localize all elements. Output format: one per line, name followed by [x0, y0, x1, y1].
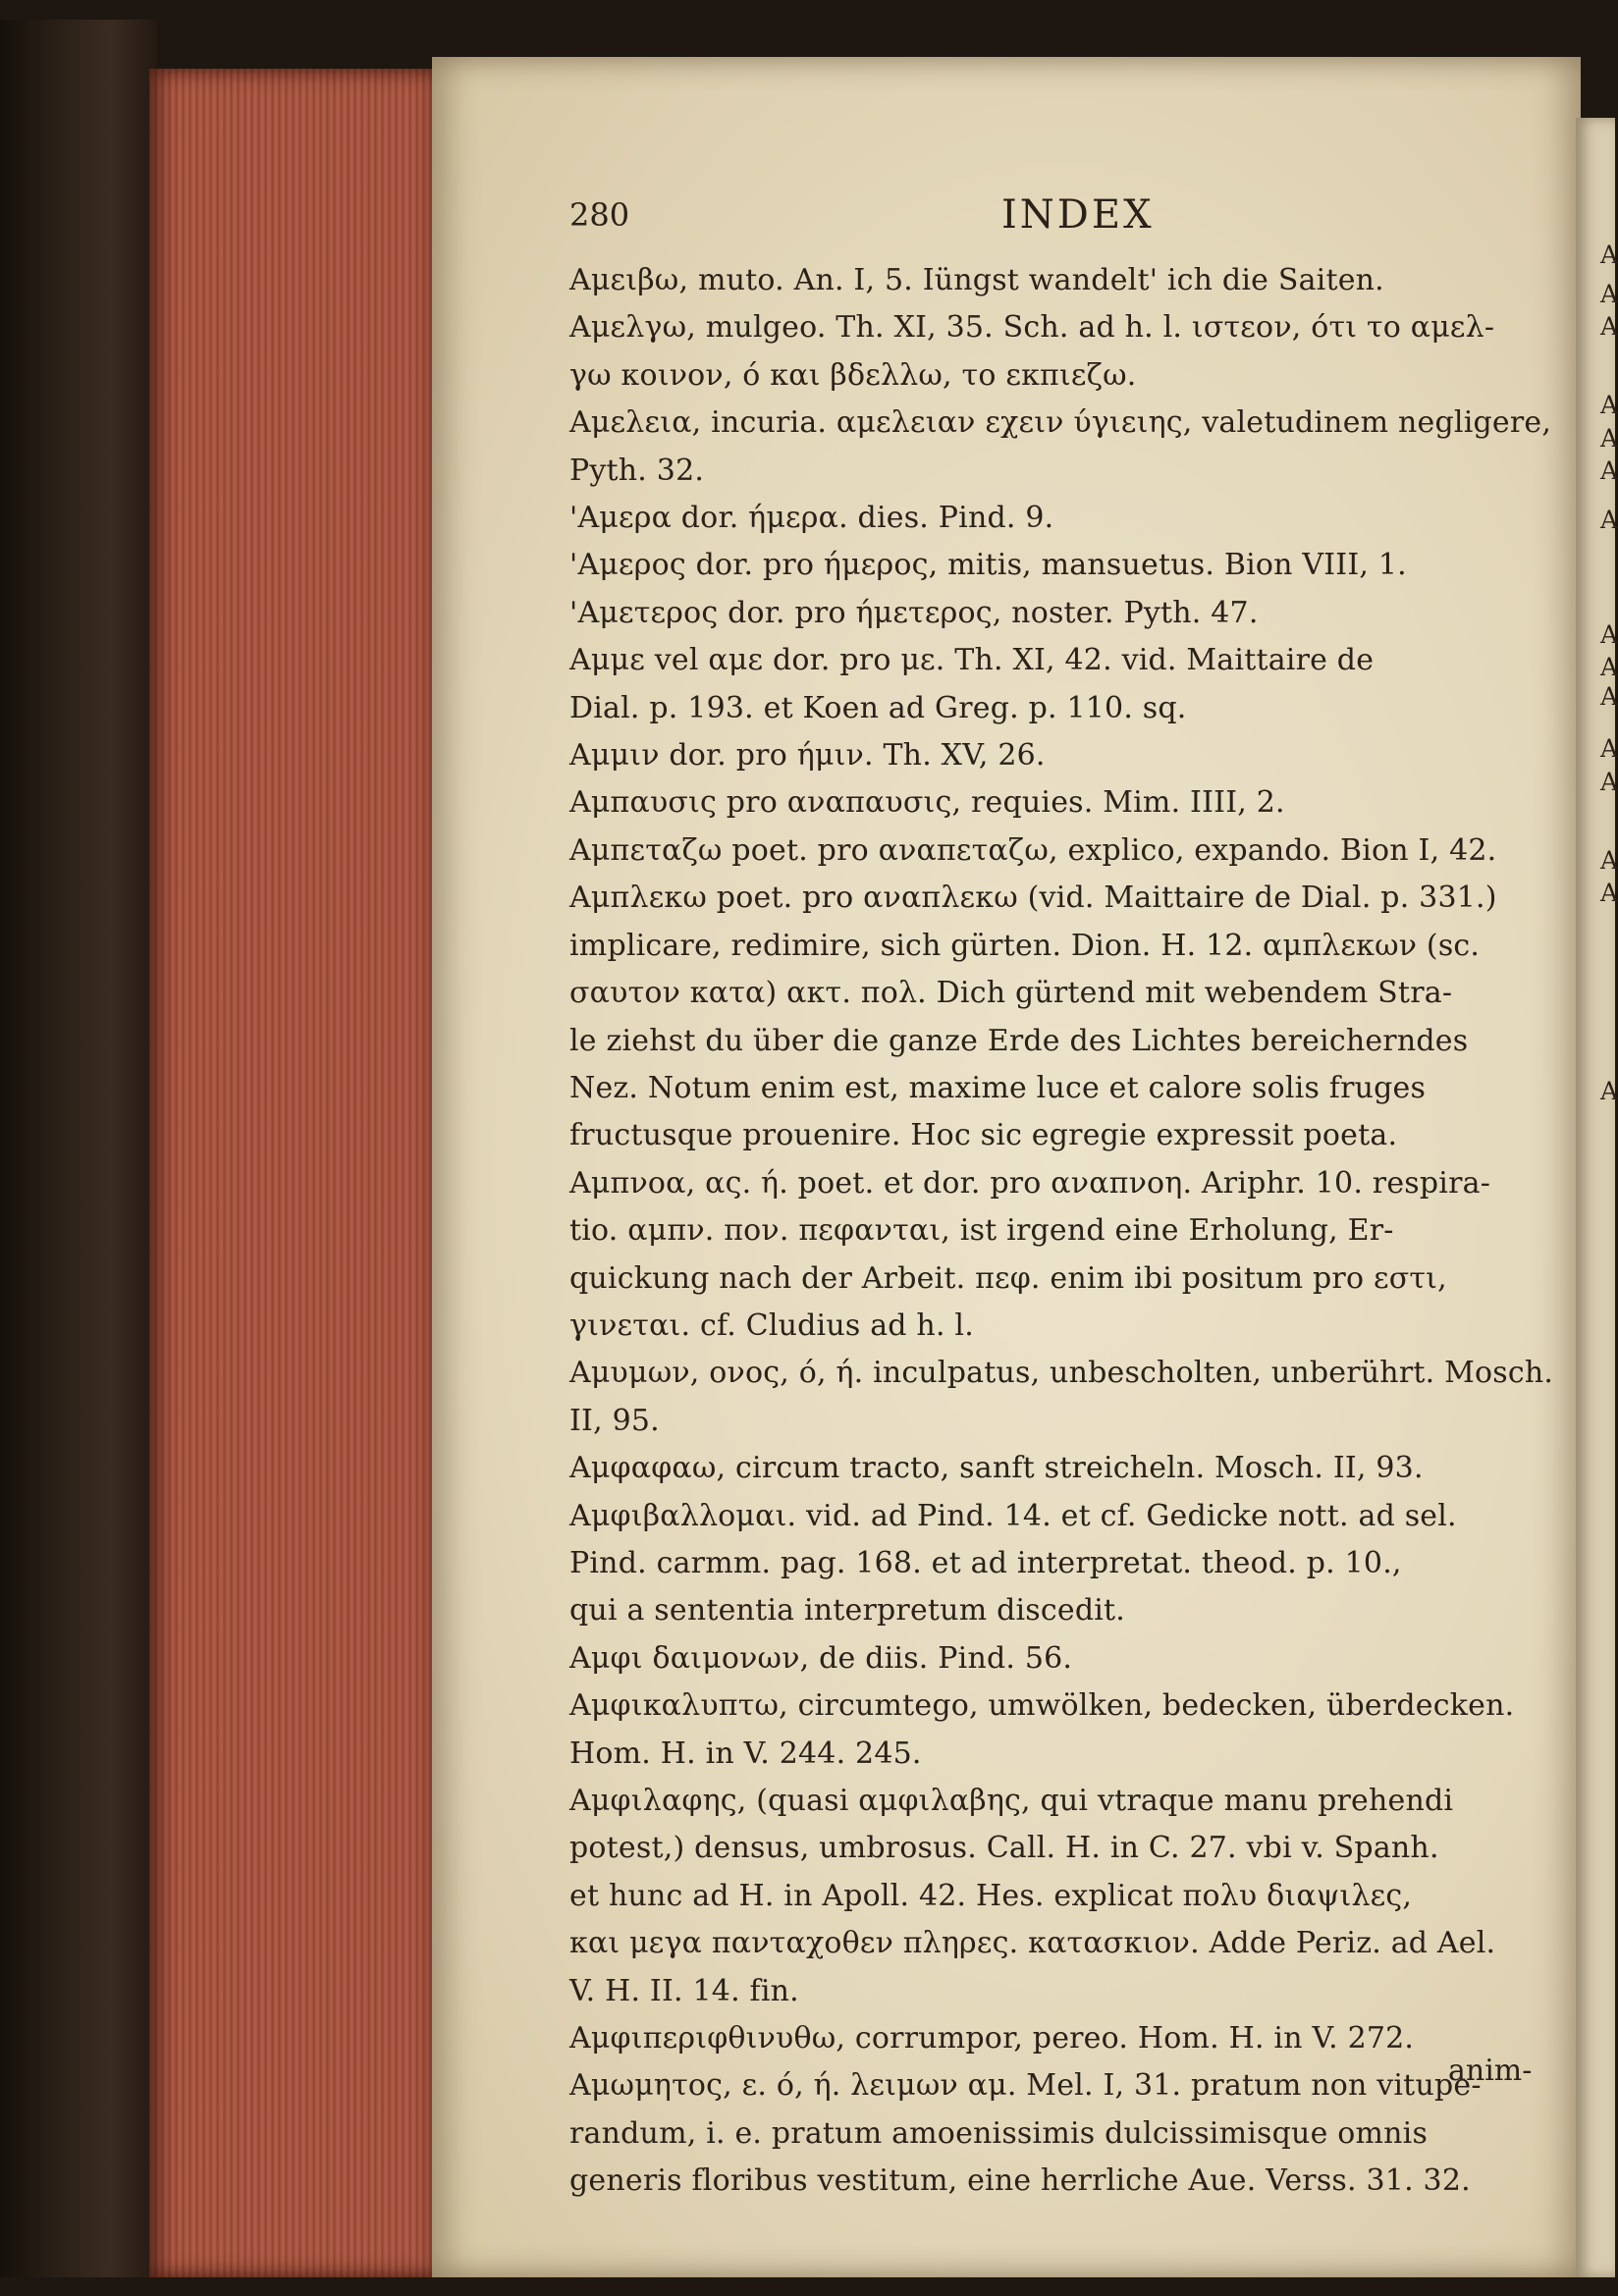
index-entry [569, 257, 1571, 304]
entry-line: Αμπεταζω poet. pro αναπεταζω, explico, expando. Bion I, 42. [569, 832, 1497, 868]
entry-line: Αμπνοα, ας. ή. poet. et dor. pro αναπνοη. Ariphr. 10. respira- [569, 1165, 1491, 1201]
entry-line: implicare, redimire, sich gürten. Dion. H. 12. αμπλεκων (sc. [569, 928, 1481, 963]
facing-page-letter: A [1600, 620, 1618, 649]
facing-page-letter: A [1600, 653, 1618, 681]
facing-page-letter: A [1600, 456, 1618, 485]
book-cover-edge [0, 20, 157, 2277]
facing-page-letters [1600, 0, 1618, 2296]
page-block-edge [149, 69, 444, 2277]
entry-line: Hom. H. in V. 244. 245. [569, 1735, 922, 1771]
index-entry [569, 1160, 1571, 1351]
facing-page-letter: A [1600, 280, 1618, 308]
index-entries [569, 257, 1571, 2206]
entry-line: generis floribus vestitum, eine herrliche Aue. Verss. 31. 32. [569, 2163, 1471, 2199]
entry-line: potest,) densus, umbrosus. Call. H. in C. 27. vbi v. Spanh. [569, 1831, 1439, 1866]
facing-page-letter: A [1600, 424, 1618, 453]
entry-line: et hunc ad H. in Apoll. 42. Hes. explicat πολυ διαψιλες, [569, 1878, 1413, 1913]
index-entry [569, 2062, 1571, 2205]
entry-line: II, 95. [569, 1403, 660, 1438]
entry-line: le ziehst du über die ganze Erde des Lichtes bereicherndes [569, 1023, 1469, 1058]
entry-line: 'Αμερος dor. pro ήμερος, mitis, mansuetus. Bion VIII, 1. [569, 548, 1407, 583]
entry-line: tio. αμπν. πον. πεφανται, ist irgend eine Erholung, Er- [569, 1213, 1394, 1249]
entry-line: Dial. p. 193. et Koen ad Greg. p. 110. sq. [569, 690, 1187, 725]
index-entry [569, 1778, 1571, 2015]
entry-line: γινεται. cf. Cludius ad h. l. [569, 1308, 974, 1343]
index-entry [569, 400, 1571, 495]
entry-line: Αμπλεκω poet. pro αναπλεκω (vid. Maittaire de Dial. p. 331.) [569, 881, 1497, 916]
entry-line: και μεγα πανταχοθεν πληρες. κατασκιον. Adde Periz. ad Ael. [569, 1926, 1496, 1961]
entry-line: Αμελεια, incuria. αμελειαν εχειν ύγιειης, valetudinem negligere, [569, 405, 1552, 441]
entry-line: Αμφι δαιμονων, de diis. Pind. 56. [569, 1640, 1073, 1676]
entry-line: Αμφιλαφης, (quasi αμφιλαβης, qui vtraque manu prehendi [569, 1784, 1454, 1818]
catchword: anim- [1448, 2054, 1533, 2088]
entry-line: V. H. II. 14. fin. [569, 1973, 799, 2008]
entry-line: Pyth. 32. [569, 453, 705, 488]
facing-page-letter: A [1600, 682, 1618, 711]
entry-line: Pind. carmm. pag. 168. et ad interpretat. theod. p. 10., [569, 1545, 1402, 1580]
facing-page-letter: A [1600, 879, 1618, 907]
index-entry [569, 2015, 1571, 2062]
entry-line: 'Αμερα dor. ήμερα. dies. Pind. 9. [569, 501, 1054, 536]
entry-line: quickung nach der Arbeit. πεφ. enim ibi positum pro εστι, [569, 1260, 1447, 1296]
index-entry [569, 1635, 1571, 1682]
index-entry [569, 779, 1571, 827]
entry-line: γω κοινον, ό και βδελλω, το εκπιεζω. [569, 357, 1137, 393]
index-entry [569, 495, 1571, 542]
entry-line: Αμμιν dor. pro ήμιν. Th. XV, 26. [569, 738, 1046, 774]
index-entry [569, 828, 1571, 875]
entry-line: Αμφιβαλλομαι. vid. ad Pind. 14. et cf. Gedicke nott. ad sel. [569, 1498, 1457, 1533]
index-entry [569, 1445, 1571, 1492]
page-number: 280 [569, 196, 630, 234]
entry-line: σαυτον κατα) ακτ. πολ. Dich gürtend mit webendem Stra- [569, 976, 1453, 1011]
index-entry [569, 590, 1571, 637]
index-entry [569, 1682, 1571, 1778]
running-head [569, 192, 1551, 245]
index-entry [569, 875, 1571, 1159]
index-entry [569, 1493, 1571, 1635]
index-entry [569, 637, 1571, 732]
facing-page-letter: A [1600, 391, 1618, 419]
index-entry [569, 1350, 1571, 1445]
facing-page-letter: A [1600, 768, 1618, 796]
entry-line: Αμελγω, mulgeo. Th. XI, 35. Sch. ad h. l. ιστεον, ότι το αμελ- [569, 310, 1495, 346]
entry-line: Αμειβω, muto. An. I, 5. Iüngst wandelt' ich die Saiten. [569, 263, 1384, 297]
entry-line: fructusque prouenire. Hoc sic egregie expressit poeta. [569, 1118, 1398, 1153]
entry-line: 'Αμετερος dor. pro ήμετερος, noster. Pyth. 47. [569, 595, 1259, 630]
index-entry [569, 304, 1571, 400]
entry-line: Αμμε vel αμε dor. pro με. Th. XI, 42. vid. Maittaire de [569, 643, 1375, 678]
facing-page-letter: A [1600, 1077, 1618, 1105]
facing-page-letter: A [1600, 846, 1618, 875]
entry-line: qui a sententia interpretum discedit. [569, 1593, 1126, 1629]
index-entry [569, 542, 1571, 589]
entry-line: Αμωμητος, ε. ό, ή. λειμων αμ. Mel. I, 31. pratum non vitupe- [569, 2068, 1482, 2104]
facing-page-letter: A [1600, 506, 1618, 534]
facing-page-letter: A [1600, 240, 1618, 269]
facing-page-letter: A [1600, 734, 1618, 763]
entry-line: Αμυμων, ονος, ό, ή. inculpatus, unbescholten, unberührt. Mosch. [569, 1356, 1554, 1391]
entry-line: Αμπαυσις pro αναπαυσις, requies. Mim. IIII, 2. [569, 785, 1285, 821]
index-entry [569, 732, 1571, 779]
entry-line: Αμφαφαω, circum tracto, sanft streicheln. Mosch. II, 93. [569, 1451, 1424, 1486]
entry-line: Αμφιπεριφθινυθω, corrumpor, pereo. Hom. H. in V. 272. [569, 2021, 1415, 2056]
entry-line: randum, i. e. pratum amoenissimis dulcissimisque omnis [569, 2115, 1429, 2151]
facing-page-letter: A [1600, 312, 1618, 341]
entry-line: Nez. Notum enim est, maxime luce et calore solis fruges [569, 1070, 1427, 1105]
entry-line: Αμφικαλυπτω, circumtego, umwölken, bedecken, überdecken. [569, 1688, 1515, 1724]
page-title: INDEX [1001, 192, 1155, 238]
